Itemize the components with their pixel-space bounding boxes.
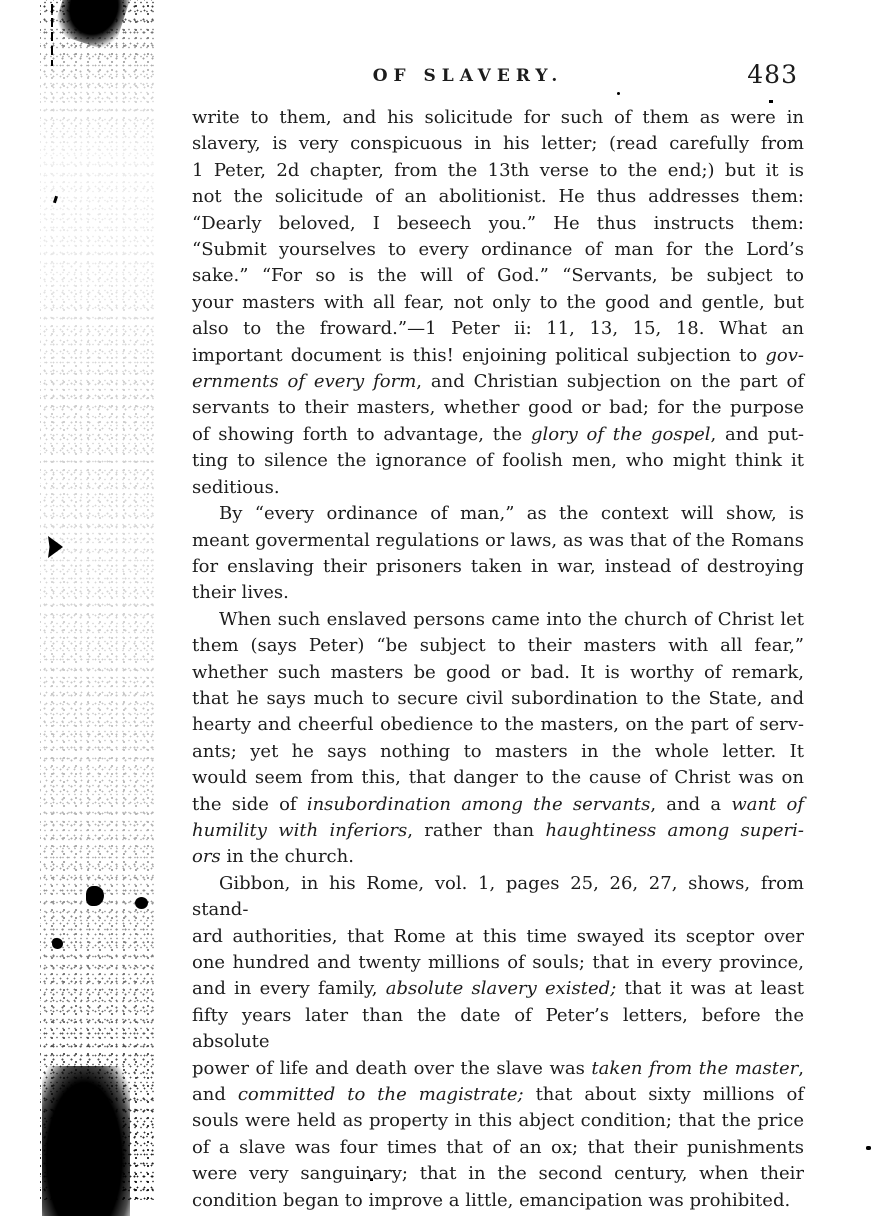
ink-blob-small-3 [52,938,63,949]
text-line: one hundred and twenty millions of souls; that in every province, [192,952,804,973]
page-number: 483 [747,60,798,89]
ink-blob-small-2 [135,897,148,909]
text-line: ors in the church. [192,846,354,868]
text-line: fifty years later than the date of Peter’s letters, before the absolute [192,1004,804,1053]
text-block [192,105,804,1214]
text-line: “Submit yourselves to every ordinance of man for the Lord’s [192,239,804,261]
scan-dash-line [51,4,53,66]
text-line: the side of insubordination among the servants, and a want of [192,793,804,815]
text-line: for enslaving their prisoners taken in war, instead of destroying [192,555,804,577]
text-line: ants; yet he says nothing to masters in the whole letter. It [192,740,804,762]
text-line: would seem from this, that danger to the cause of Christ was on [192,767,804,789]
running-header-title: OF SLAVERY. [372,66,564,86]
text-line: that he says much to secure civil subordination to the State, and [192,687,804,709]
ink-speck-dot [866,1146,871,1150]
text-line: ernments of every form, and Christian subjection on the part of [192,371,805,393]
text-line: When such enslaved persons came into the church of Christ let [219,608,804,630]
text-line: power of life and death over the slave was taken from the master, [192,1057,804,1079]
text-line: also to the froward.”—1 Peter ii: 11, 13, 15, 18. What an [192,318,804,340]
text-line: By “every ordinance of man,” as the context will show, is [219,503,804,525]
text-line: hearty and cheerful obedience to the masters, on the part of serv- [192,714,804,736]
text-line: your masters with all fear, not only to the good and gentle, but [192,291,804,313]
text-line: not the solicitude of an abolitionist. He thus addresses them: [192,186,804,208]
text-line: ting to silence the ignorance of foolish men, who might think it [192,450,804,472]
ink-blob-bottom [42,1066,130,1216]
text-line: write to them, and his solicitude for such of them as were in [192,107,804,128]
text-line: were very sanguinary; that in the second century, when their [192,1163,804,1185]
text-line: and in every family, absolute slavery existed; that it was at least [192,978,805,1000]
text-line: whether such masters be good or bad. It is worthy of remark, [192,661,804,683]
text-line: servants to their masters, whether good or bad; for the purpose [192,397,804,419]
text-line: sake.” “For so is the will of God.” “Servants, be subject to [192,265,804,287]
text-line: their lives. [192,582,289,604]
ink-speck-dot [769,100,773,103]
text-line: seditious. [192,476,280,498]
text-line: “Dearly beloved, I beseech you.” He thus instructs them: [192,212,804,234]
paragraph [192,871,804,1214]
text-line: Gibbon, in his Rome, vol. 1, pages 25, 26, 27, shows, from stand- [192,872,804,921]
text-line: ard authorities, that Rome at this time swayed its sceptor over [192,925,804,947]
text-line: condition began to improve a little, emancipation was prohibited. [192,1189,791,1211]
text-line: of a slave was four times that of an ox; that their punishments [192,1136,804,1158]
page-header [192,60,804,94]
text-line: 1 Peter, 2d chapter, from the 13th verse to the end;) but it is [192,159,804,181]
text-line: meant govermental regulations or laws, as was that of the Romans [192,529,804,551]
text-line: and committed to the magistrate; that about sixty millions of [192,1084,804,1106]
paragraph [192,105,804,501]
text-line: humility with inferiors, rather than haughtiness among superi- [192,819,804,841]
text-line: important document is this! enjoining political subjection to gov- [192,344,804,366]
paragraph [192,501,804,607]
paragraph [192,607,804,871]
text-line: them (says Peter) “be subject to their masters with all fear,” [192,635,804,657]
text-line: souls were held as property in this abject condition; that the price [192,1110,804,1132]
text-line: of showing forth to advantage, the glory of the gospel, and put- [192,423,804,445]
text-line: slavery, is very conspicuous in his letter; (read carefully from [192,133,804,155]
scan-noise-band [40,0,156,1200]
